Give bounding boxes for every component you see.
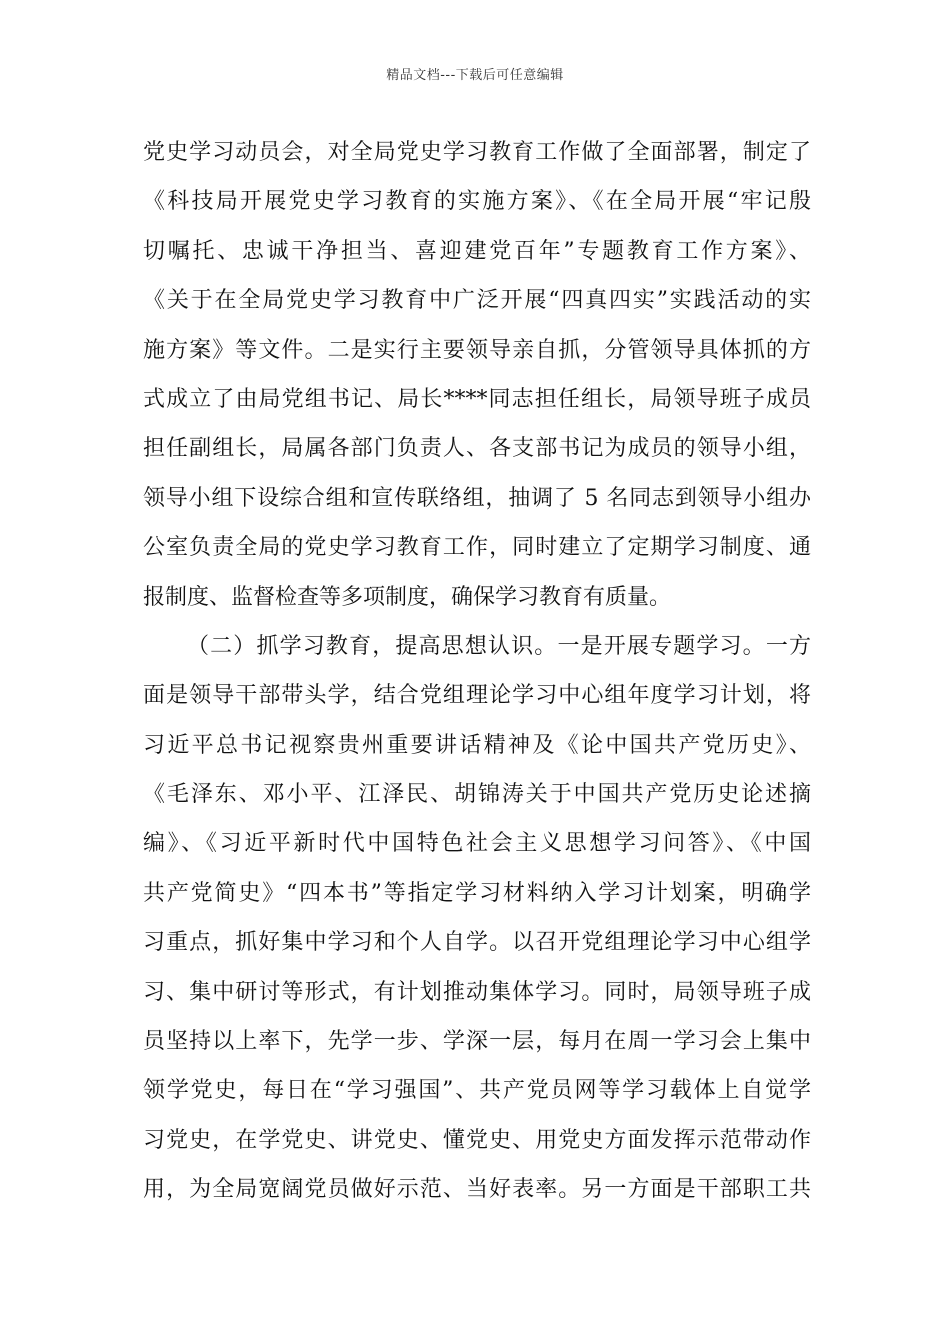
text-line: 习党史，在学党史、讲党史、懂党史、用党史方面发挥示范带动作 bbox=[143, 1127, 811, 1153]
text-line: 用，为全局宽阔党员做好示范、当好表率。另一方面是干部职工共 bbox=[143, 1177, 811, 1203]
text-line: 领导小组下设综合组和宣传联络组，抽调了 5 名同志到领导小组办 bbox=[143, 485, 811, 511]
text-line: 切嘱托、忠诚干净担当、喜迎建党百年”专题教育工作方案》、 bbox=[143, 238, 811, 264]
text-line: 习近平总书记视察贵州重要讲话精神及《论中国共产党历史》、 bbox=[143, 732, 811, 758]
text-line: 《毛泽东、邓小平、江泽民、胡锦涛关于中国共产党历史论述摘 bbox=[143, 782, 811, 808]
text-line: 式成立了由局党组书记、局长****同志担任组长，局领导班子成员 bbox=[143, 386, 811, 412]
text-line: 施方案》等文件。二是实行主要领导亲自抓，分管领导具体抓的方 bbox=[143, 337, 811, 363]
text-line: 领学党史，每日在“学习强国”、共产党员网等学习载体上自觉学 bbox=[143, 1078, 811, 1104]
text-line: 编》、《习近平新时代中国特色社会主义思想学习问答》、《中国 bbox=[143, 831, 811, 857]
text-line: 员坚持以上率下，先学一步、学深一层，每月在周一学习会上集中 bbox=[143, 1029, 811, 1055]
document-body bbox=[143, 128, 811, 1215]
text-line: 习重点，抓好集中学习和个人自学。以召开党组理论学习中心组学 bbox=[143, 930, 811, 956]
text-line: 《关于在全局党史学习教育中广泛开展“四真四实”实践活动的实 bbox=[143, 288, 811, 314]
text-line: 共产党简史》“四本书”等指定学习材料纳入学习计划案，明确学 bbox=[143, 880, 811, 906]
page-header: 精品文档---下载后可任意编辑 bbox=[386, 68, 564, 83]
text-line: 担任副组长，局属各部门负责人、各支部书记为成员的领导小组， bbox=[143, 436, 811, 462]
text-line: 党史学习动员会，对全局党史学习教育工作做了全面部署，制定了 bbox=[143, 140, 811, 165]
paragraph-first-line: （二）抓学习教育，提高思想认识。一是开展专题学习。一方 bbox=[187, 633, 811, 659]
text-line: 《科技局开展党史学习教育的实施方案》、《在全局开展“牢记殷 bbox=[143, 189, 811, 215]
text-line: 报制度、监督检查等多项制度，确保学习教育有质量。 bbox=[143, 584, 672, 610]
text-line: 习、集中研讨等形式，有计划推动集体学习。同时，局领导班子成 bbox=[143, 979, 811, 1005]
text-line: 面是领导干部带头学，结合党组理论学习中心组年度学习计划，将 bbox=[143, 683, 811, 709]
text-line: 公室负责全局的党史学习教育工作，同时建立了定期学习制度、通 bbox=[143, 535, 811, 561]
